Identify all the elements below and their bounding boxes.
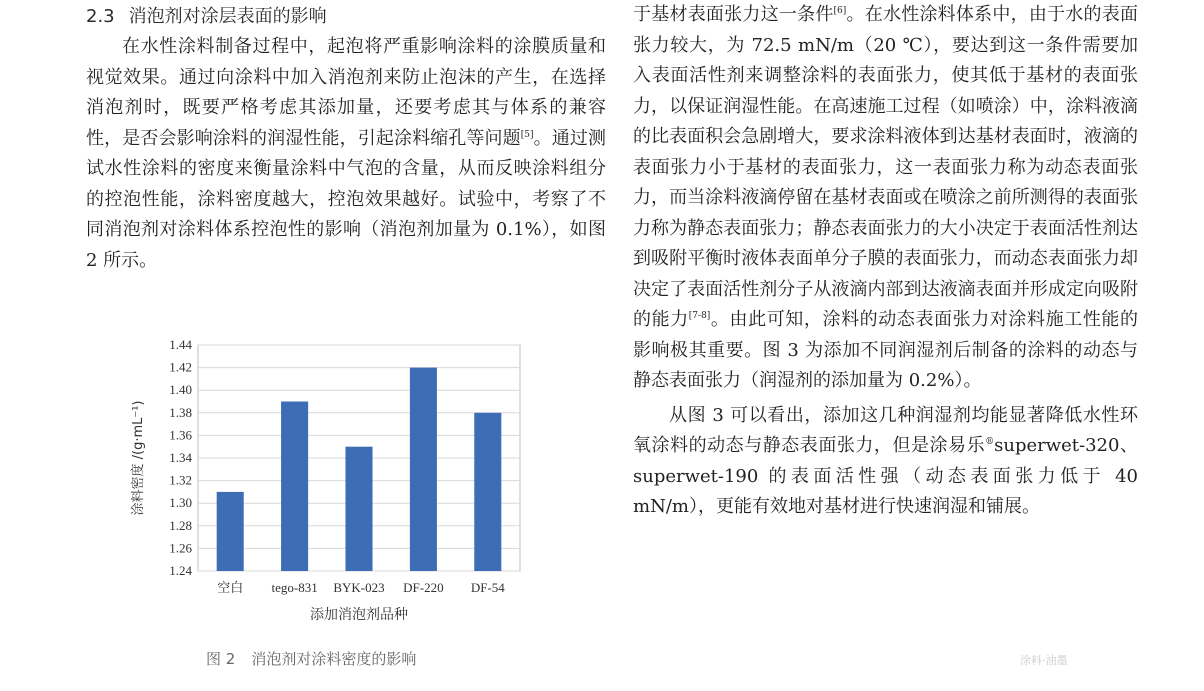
left-column (86, 0, 606, 276)
bar (345, 447, 372, 571)
x-tick-label: 空白 (217, 580, 244, 595)
right-paragraph-1 (633, 0, 1138, 397)
left-paragraph-text-after: 。通过测试水性涂料的密度来衡量涂料中气泡的含量，从而反映涂料组分的控泡性能，涂料密度越大，控泡效果越好。试验中，考察了不同消泡剂对涂料体系控泡性的影响（消泡剂加量为 0.1%），如图 2 所示。 (86, 127, 607, 271)
section-title: 消泡剂对涂层表面的影响 (128, 6, 327, 27)
y-axis-label: 涂料密度 /(g·mL⁻¹) (131, 400, 146, 516)
bar (474, 413, 501, 571)
figure-caption (206, 648, 416, 669)
figure-caption-text: 消泡剂对涂料密度的影响 (251, 650, 417, 668)
section-number: 2.3 (86, 6, 115, 27)
citation-ref: [6] (833, 6, 847, 16)
y-tick-label: 1.24 (169, 563, 192, 578)
bar (410, 368, 437, 571)
y-tick-label: 1.42 (169, 359, 192, 375)
left-paragraph-text: 在水性涂料制备过程中，起泡将严重影响涂料的涂膜质量和视觉效果。通过向涂料中加入消泡剂来防止泡沫的产生，在选择消泡剂时，既要严格考虑其添加量，还要考虑其与体系的兼容性，是否会影响涂料的润湿性能，引起涂料缩孔等问题 (86, 36, 606, 149)
y-tick-label: 1.38 (169, 404, 192, 420)
x-tick-label: BYK-023 (333, 580, 385, 595)
y-tick-label: 1.36 (169, 427, 192, 443)
figure-number: 图 2 (206, 650, 236, 668)
x-tick-label: DF-220 (403, 580, 444, 595)
right-p2-text1: 从图 3 可以看出，添加这几种润湿剂均能显著降低水性环氧涂料的动态与静态表面张力，但是涂易乐 (633, 404, 1138, 456)
y-tick-label: 1.32 (169, 472, 192, 488)
y-tick-label: 1.34 (169, 450, 192, 465)
registered-mark: ® (985, 437, 995, 447)
right-column (633, 0, 1138, 523)
bar (281, 402, 308, 572)
x-tick-label: tego-831 (271, 580, 318, 595)
figure-2-chart (118, 330, 538, 635)
bar-chart (118, 330, 538, 635)
y-tick-label: 1.26 (169, 540, 192, 556)
y-tick-label: 1.40 (169, 382, 192, 398)
right-paragraph-2 (633, 401, 1138, 523)
y-tick-label: 1.30 (169, 495, 192, 511)
x-tick-label: DF-54 (470, 580, 505, 595)
citation-ref: [5] (520, 129, 534, 140)
section-heading (86, 2, 606, 32)
citation-ref: [7-8] (688, 311, 711, 321)
x-axis-label: 添加消泡剂品种 (310, 607, 408, 623)
right-p1-text2: 。在水性涂料体系中，由于水的表面张力较大，为 72.5 mN/m（20 ℃），要达到这一条件需要加入表面活性剂来调整涂料的表面张力，使其低于基材的表面张力，以保证润湿性能。在高速施工过程（如喷涂）中，涂料液滴的比表面积会急剧增大，要求涂料液体到达基材表面时，液滴的表面张力小于基材的表面张力，这一表面张力称为动态表面张力，而当涂料液滴停留在基材表面或在喷涂之前所测得的表面张力称为静态表面张力；静态表面张力的大小决定于表面活性剂达到吸附平衡时液体表面单分子膜的表面张力，而动态表面张力却决定了表面活性剂分子从液滴内部到达液滴表面并形成定向吸附的能力 (633, 4, 1138, 330)
bar (217, 492, 244, 571)
right-p2-text2: superwet-320、superwet-190 的表面活性强（动态表面张力低于 40 mN/m），更能有效地对基材进行快速润湿和铺展。 (633, 435, 1138, 517)
y-tick-label: 1.28 (169, 517, 192, 533)
right-p1-text1: 于基材表面张力这一条件 (633, 4, 834, 25)
right-p1-text3: 。由此可知，涂料的动态表面张力对涂料施工性能的影响极其重要。图 3 为添加不同润湿剂后制备的涂料的动态与静态表面张力（润湿剂的添加量为 0.2%）。 (633, 309, 1139, 391)
left-paragraph (86, 32, 606, 276)
y-tick-label: 1.44 (169, 337, 192, 352)
watermark: 涂料·油墨 (1020, 654, 1068, 667)
